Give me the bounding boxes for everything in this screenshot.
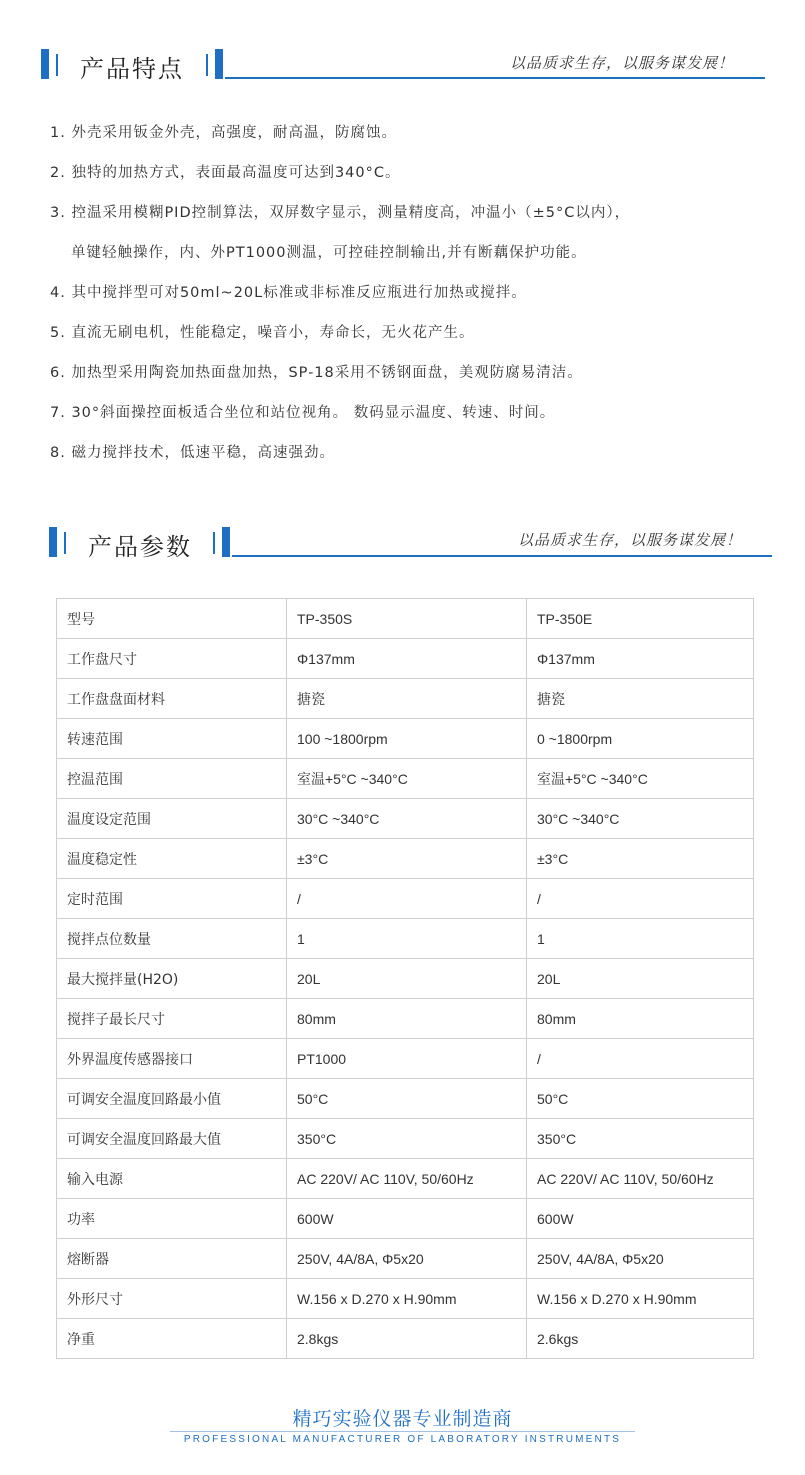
header-accent-line xyxy=(206,54,208,76)
table-row xyxy=(57,959,754,999)
param-value-350e: 600W xyxy=(527,1199,754,1239)
param-value-350s: 50°C xyxy=(287,1079,527,1119)
param-value-350s: 室温+5°C ~340°C xyxy=(287,759,527,799)
param-value-350e: 350°C xyxy=(527,1119,754,1159)
param-label: 外界温度传感器接口 xyxy=(57,1039,287,1079)
param-value-350s: ±3°C xyxy=(287,839,527,879)
feature-text: 8. 磁力搅拌技术，低速平稳，高速强劲。 xyxy=(50,445,335,461)
feature-text: 5. 直流无刷电机，性能稳定，噪音小，寿命长，无火花产生。 xyxy=(50,325,475,341)
param-label: 温度稳定性 xyxy=(57,839,287,879)
param-label: 可调安全温度回路最大值 xyxy=(57,1119,287,1159)
param-label: 输入电源 xyxy=(57,1159,287,1199)
table-row xyxy=(57,999,754,1039)
feature-text: 单键轻触操作，内、外PT1000测温，可控硅控制输出,并有断藕保护功能。 xyxy=(71,245,587,261)
param-value-350s: AC 220V/ AC 110V, 50/60Hz xyxy=(287,1159,527,1199)
param-value-350e: 80mm xyxy=(527,999,754,1039)
table-row xyxy=(57,1239,754,1279)
table-row xyxy=(57,1039,754,1079)
param-label: 可调安全温度回路最小值 xyxy=(57,1079,287,1119)
feature-item xyxy=(50,361,790,401)
footer-company-cn: 精巧实验仪器专业制造商 xyxy=(292,1408,513,1430)
param-value-350s: / xyxy=(287,879,527,919)
param-value-350s: PT1000 xyxy=(287,1039,527,1079)
param-value-350e: 1 xyxy=(527,919,754,959)
param-value-350e: TP-350E xyxy=(527,599,754,639)
param-value-350s: Φ137mm xyxy=(287,639,527,679)
feature-item xyxy=(50,201,790,281)
feature-item xyxy=(50,401,790,441)
table-row xyxy=(57,639,754,679)
header-accent-bar xyxy=(41,49,49,79)
param-value-350s: 100 ~1800rpm xyxy=(287,719,527,759)
param-label: 工作盘盘面材料 xyxy=(57,679,287,719)
param-value-350e: ±3°C xyxy=(527,839,754,879)
param-value-350s: 1 xyxy=(287,919,527,959)
param-label: 搅拌点位数量 xyxy=(57,919,287,959)
table-row xyxy=(57,799,754,839)
table-row xyxy=(57,919,754,959)
params-table xyxy=(56,598,754,1359)
table-row xyxy=(57,679,754,719)
param-value-350e: Φ137mm xyxy=(527,639,754,679)
param-value-350s: 80mm xyxy=(287,999,527,1039)
feature-text: 3. 控温采用模糊PID控制算法，双屏数字显示，测量精度高，冲温小（±5°C以内）， xyxy=(50,205,631,221)
param-value-350s: 20L xyxy=(287,959,527,999)
param-value-350e: / xyxy=(527,1039,754,1079)
param-value-350e: 0 ~1800rpm xyxy=(527,719,754,759)
param-value-350s: 600W xyxy=(287,1199,527,1239)
header-accent-bar xyxy=(215,49,223,79)
table-row xyxy=(57,1199,754,1239)
footer-company-en: PROFESSIONAL MANUFACTURER OF LABORATORY INSTRUMENTS xyxy=(183,1434,622,1445)
param-label: 熔断器 xyxy=(57,1239,287,1279)
feature-text: 4. 其中搅拌型可对50ml~20L标准或非标准反应瓶进行加热或搅拌。 xyxy=(50,285,527,301)
header-underline xyxy=(232,555,772,557)
param-label: 转速范围 xyxy=(57,719,287,759)
param-value-350e: AC 220V/ AC 110V, 50/60Hz xyxy=(527,1159,754,1199)
table-row xyxy=(57,1279,754,1319)
features-title: 产品特点 xyxy=(80,55,184,83)
feature-item xyxy=(50,121,790,161)
feature-text: 1. 外壳采用钣金外壳，高强度，耐高温，防腐蚀。 xyxy=(50,125,397,141)
table-row xyxy=(57,1159,754,1199)
param-value-350e: 20L xyxy=(527,959,754,999)
feature-item xyxy=(50,321,790,361)
param-value-350e: 250V, 4A/8A, Φ5x20 xyxy=(527,1239,754,1279)
table-row xyxy=(57,1079,754,1119)
param-value-350s: W.156 x D.270 x H.90mm xyxy=(287,1279,527,1319)
features-slogan: 以品质求生存，以服务谋发展！ xyxy=(510,54,735,72)
param-value-350e: 50°C xyxy=(527,1079,754,1119)
feature-item xyxy=(50,281,790,321)
table-row xyxy=(57,719,754,759)
params-header xyxy=(0,522,805,566)
param-label: 搅拌子最长尺寸 xyxy=(57,999,287,1039)
param-value-350s: TP-350S xyxy=(287,599,527,639)
header-underline xyxy=(225,77,765,79)
table-row xyxy=(57,599,754,639)
param-value-350e: 2.6kgs xyxy=(527,1319,754,1359)
table-row xyxy=(57,759,754,799)
feature-item xyxy=(50,441,790,481)
header-accent-line xyxy=(64,532,66,554)
param-label: 功率 xyxy=(57,1199,287,1239)
param-label: 控温范围 xyxy=(57,759,287,799)
param-value-350s: 250V, 4A/8A, Φ5x20 xyxy=(287,1239,527,1279)
table-row xyxy=(57,1119,754,1159)
param-value-350s: 搪瓷 xyxy=(287,679,527,719)
param-label: 外形尺寸 xyxy=(57,1279,287,1319)
feature-text: 6. 加热型采用陶瓷加热面盘加热，SP-18采用不锈钢面盘，美观防腐易清洁。 xyxy=(50,365,583,381)
features-list xyxy=(50,121,790,481)
param-label: 净重 xyxy=(57,1319,287,1359)
param-label: 型号 xyxy=(57,599,287,639)
param-value-350s: 350°C xyxy=(287,1119,527,1159)
param-value-350s: 2.8kgs xyxy=(287,1319,527,1359)
header-accent-line xyxy=(213,532,215,554)
param-label: 最大搅拌量(H2O) xyxy=(57,959,287,999)
table-row xyxy=(57,1319,754,1359)
header-accent-bar xyxy=(222,527,230,557)
table-row xyxy=(57,839,754,879)
header-accent-line xyxy=(56,54,58,76)
feature-item xyxy=(50,161,790,201)
param-label: 工作盘尺寸 xyxy=(57,639,287,679)
table-row xyxy=(57,879,754,919)
param-value-350e: W.156 x D.270 x H.90mm xyxy=(527,1279,754,1319)
features-header xyxy=(0,44,805,88)
params-slogan: 以品质求生存，以服务谋发展！ xyxy=(518,531,743,549)
params-title: 产品参数 xyxy=(88,533,192,561)
param-value-350e: 室温+5°C ~340°C xyxy=(527,759,754,799)
footer-divider xyxy=(170,1431,635,1432)
feature-text: 2. 独特的加热方式，表面最高温度可达到340°C。 xyxy=(50,165,401,181)
param-value-350e: 搪瓷 xyxy=(527,679,754,719)
param-label: 定时范围 xyxy=(57,879,287,919)
header-accent-bar xyxy=(49,527,57,557)
param-value-350s: 30°C ~340°C xyxy=(287,799,527,839)
feature-text: 7. 30°斜面操控面板适合坐位和站位视角。 数码显示温度、转速、时间。 xyxy=(50,405,556,421)
param-value-350e: / xyxy=(527,879,754,919)
param-value-350e: 30°C ~340°C xyxy=(527,799,754,839)
param-label: 温度设定范围 xyxy=(57,799,287,839)
